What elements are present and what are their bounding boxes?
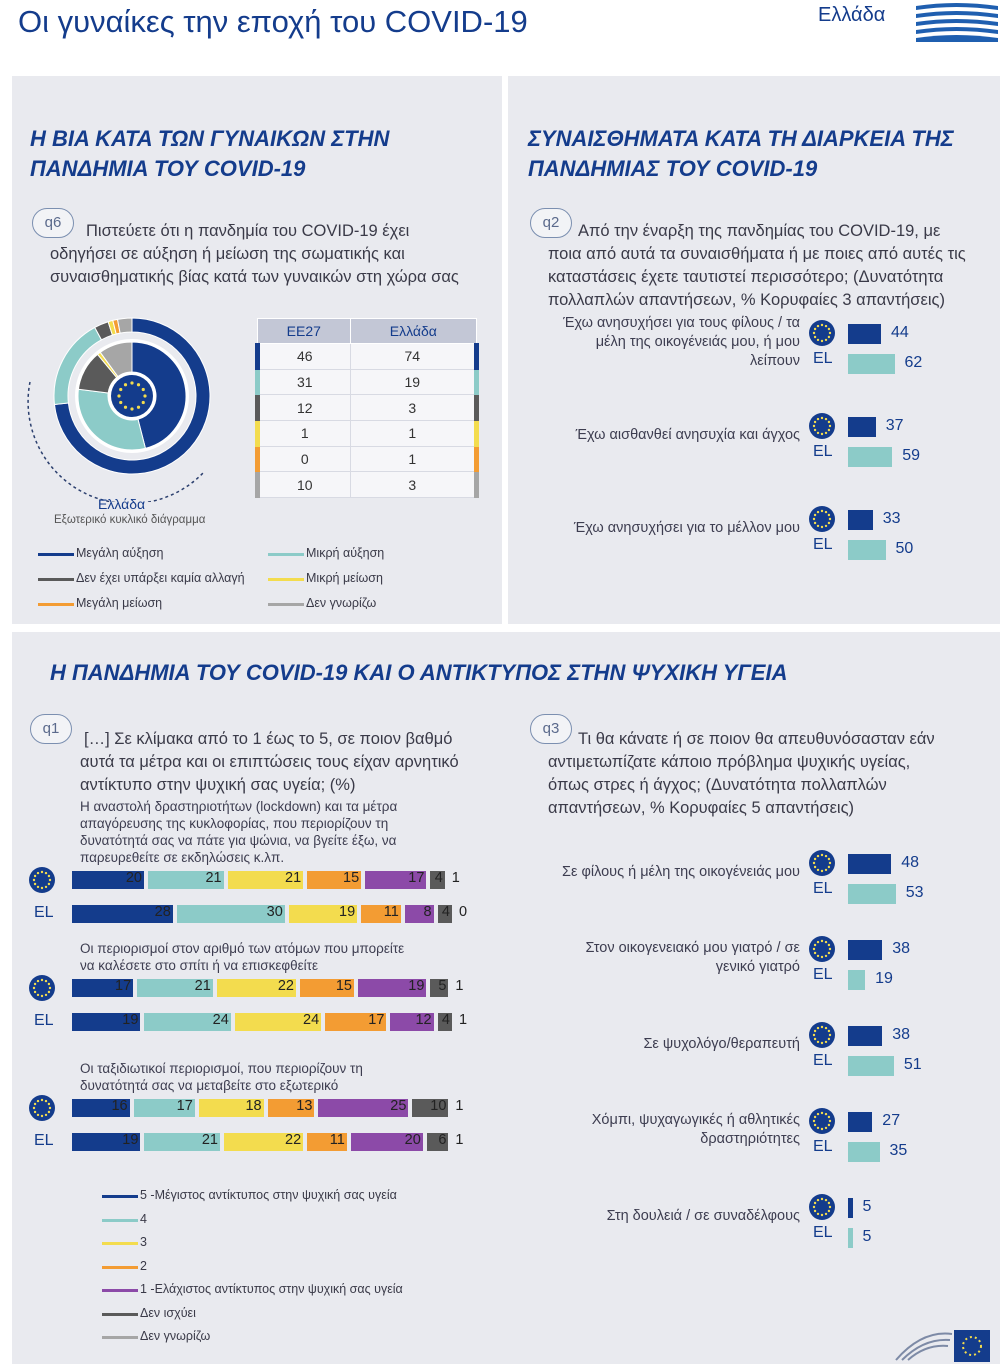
eu-value: 33 (882, 510, 901, 527)
legend-swatch (268, 603, 304, 606)
eu-bar (848, 940, 882, 960)
legend-swatch (102, 1313, 138, 1316)
stack-value: 19 (122, 1132, 139, 1148)
violence-table (255, 318, 479, 498)
european-parliament-logo-icon (892, 1320, 992, 1364)
stack-value: 4 (441, 1012, 450, 1028)
greece-cell: 3 (350, 472, 476, 498)
q1-question: […] Σε κλίμακα από το 1 έως το 5, σε ποιον βαθμό αυτά τα μέτρα και οι επιπτώσεις τους είχαν αρνητικό αντίκτυπο στην ψυχική σας υγεία; (%) (80, 730, 459, 794)
eu-flag-icon (28, 866, 56, 894)
el-value: 62 (904, 354, 923, 371)
greek-flag-icon (912, 0, 1000, 42)
stack-value: 20 (125, 870, 142, 886)
eu-value: 48 (901, 854, 919, 871)
eu-value: 37 (885, 417, 904, 434)
stack-value: 28 (154, 904, 171, 920)
legend-label: Μεγάλη μείωση (76, 596, 163, 610)
table-row (258, 344, 477, 370)
el-value: 50 (895, 540, 914, 557)
mental-health-title: Η ΠΑΝΔΗΜΙΑ ΤΟΥ COVID-19 ΚΑΙ Ο ΑΝΤΙΚΤΥΠΟΣ ΣΤΗΝ ΨΥΧΙΚΗ ΥΓΕΙΑ (50, 660, 788, 685)
violence-title: Η ΒΙΑ ΚΑΤΑ ΤΩΝ ΓΥΝΑΙΚΩΝ ΣΤΗΝ ΠΑΝΔΗΜΙΑ ΤΟΥ COVID-19 (30, 126, 390, 181)
el-bar (848, 540, 886, 560)
eu-flag-icon (28, 974, 56, 1002)
legend-swatch (102, 1219, 138, 1222)
q6-question: Πιστεύετε ότι η πανδημία του COVID-19 έχει οδηγήσει σε αύξηση ή μείωση της σωματικής και συναισθηματικής βίας κατά των γυναικών στη χώρα σας (50, 222, 459, 286)
stack-value: 22 (277, 978, 294, 994)
stack-value: 21 (285, 870, 302, 886)
eu-flag-icon (808, 849, 836, 877)
col-eu27: ΕΕ27 (258, 319, 351, 344)
eu-value: 38 (892, 1026, 910, 1043)
el-tag: EL (34, 904, 54, 921)
stack-value: 17 (368, 1012, 385, 1028)
bar-category-label: Χόμπι, ψυχαγωγικές ή αθλητικές δραστηριότητες (591, 1112, 800, 1147)
q2-question: Από την έναρξη της πανδημίας του COVID-19, με ποια από αυτά τα συναισθήματα ή με ποιες από αυτές τις καταστάσεις έχετε ταυτιστεί περισσότερο; (Δυνατότητα πολλαπλών απαντήσεων, % Κορυφαίες 3 απαντήσεις) (548, 222, 966, 309)
stack-value: 17 (115, 978, 132, 994)
stack-value: 0 (459, 904, 468, 920)
table-row (258, 369, 477, 395)
legend-label: Δεν ισχύει (140, 1305, 196, 1320)
table-row (258, 395, 477, 421)
el-tag: EL (813, 536, 833, 553)
stack-value: 22 (285, 1132, 302, 1148)
el-bar (848, 1142, 880, 1162)
el-bar (848, 970, 865, 990)
stack-value: 6 (438, 1132, 447, 1148)
el-tag: EL (813, 966, 833, 983)
table-row (258, 472, 477, 498)
eu-bar (848, 1112, 872, 1132)
greece-cell: 74 (350, 344, 476, 370)
el-tag: EL (813, 1052, 833, 1069)
impact-group-label: Η αναστολή δραστηριοτήτων (lockdown) και τα μέτρα απαγόρευσης της κυκλοφορίας, που περιορίζουν τη δυνατότητά σας να πάτε για ψώνια, να βγείτε έξω, να παρευρεθείτε σε εκδηλώσεις κ.λπ. (80, 799, 398, 865)
stack-value: 1 (455, 978, 464, 994)
legend-swatch (102, 1336, 138, 1339)
stack-value: 21 (205, 870, 222, 886)
eu-bar (848, 854, 891, 874)
col-greece: Ελλάδα (350, 319, 476, 344)
stack-value: 8 (423, 904, 432, 920)
stack-value: 18 (245, 1098, 262, 1114)
eu27-cell: 1 (258, 421, 351, 447)
legend-swatch (268, 553, 304, 556)
eu-value: 5 (862, 1198, 872, 1215)
legend-swatch (268, 578, 304, 581)
legend-label: 3 (140, 1235, 147, 1249)
q3-question: Τι θα κάνατε ή σε ποιον θα απευθυνόσασταν εάν αντιμετωπίζατε κάποιο πρόβλημα ψυχικής υγείας, όπως στρες ή άγχος; (Δυνατότητα πολλαπλών απαντήσεων, % Κορυφαίες 5 απαντήσεις) (548, 730, 935, 817)
bar-category-label: Έχω ανησυχήσει για τους φίλους / τα μέλη της οικογένειάς μου, ή μου λείπουν (563, 314, 800, 369)
legend-swatch (102, 1266, 138, 1269)
el-value: 35 (889, 1142, 908, 1159)
stack-value: 4 (441, 904, 450, 920)
stack-value: 25 (390, 1098, 407, 1114)
stack-value: 19 (339, 904, 356, 920)
eu27-cell: 10 (258, 472, 351, 498)
greece-cell: 19 (350, 369, 476, 395)
legend-label: Μεγάλη αύξηση (76, 546, 164, 560)
bar-category-label: Σε ψυχολόγο/θεραπευτή (643, 1035, 800, 1052)
stack-value: 15 (335, 978, 352, 994)
el-value: 59 (902, 447, 921, 464)
q1-badge: q1 (30, 714, 72, 744)
el-bar (848, 1228, 853, 1248)
stack-value: 1 (451, 870, 460, 886)
el-tag: EL (34, 1012, 54, 1029)
donut-sublabel: Εξωτερικό κυκλικό διάγραμμα (54, 514, 206, 526)
emotions-title: ΣΥΝΑΙΣΘΗΜΑΤΑ ΚΑΤΑ ΤΗ ΔΙΑΡΚΕΙΑ ΤΗΣ ΠΑΝΔΗΜΙΑΣ ΤΟΥ COVID-19 (528, 126, 954, 181)
el-bar (848, 884, 896, 904)
eu-bar (848, 417, 876, 437)
stack-value: 21 (201, 1132, 218, 1148)
bar-category-label: Σε φίλους ή μέλη της οικογένειάς μου (561, 863, 800, 880)
donut-slice (118, 318, 132, 333)
stack-value: 24 (212, 1012, 229, 1028)
legend-swatch (102, 1195, 138, 1198)
stack-value: 12 (415, 1012, 432, 1028)
greece-cell: 3 (350, 395, 476, 421)
legend-label: Μικρή αύξηση (306, 546, 385, 560)
violence-donut-chart (22, 312, 242, 502)
el-tag: EL (34, 1132, 54, 1149)
table-row (258, 421, 477, 447)
eu27-cell: 31 (258, 369, 351, 395)
eu-bar (848, 510, 873, 530)
stack-value: 19 (408, 978, 425, 994)
stack-value: 15 (343, 870, 360, 886)
eu-bar (848, 1026, 882, 1046)
page-title: Οι γυναίκες την εποχή του COVID-19 (18, 4, 528, 39)
stack-value: 11 (329, 1132, 345, 1148)
eu-bar (848, 1198, 853, 1218)
stack-value: 16 (111, 1098, 128, 1114)
eu-flag-icon (28, 1094, 56, 1122)
el-tag: EL (813, 443, 833, 460)
legend-label: 5 -Μέγιστος αντίκτυπος στην ψυχική σας υγεία (140, 1188, 397, 1202)
q6-badge: q6 (32, 208, 74, 238)
donut-label: Ελλάδα (98, 496, 146, 512)
legend-swatch (102, 1289, 138, 1292)
stack-value: 1 (459, 1012, 468, 1028)
stack-value: 10 (430, 1098, 447, 1114)
greece-cell: 1 (350, 446, 476, 472)
el-value: 5 (862, 1228, 872, 1245)
el-bar (848, 447, 892, 467)
legend-swatch (38, 603, 74, 606)
eu-flag-icon (808, 319, 836, 347)
el-value: 19 (875, 970, 893, 987)
stack-value: 17 (176, 1098, 193, 1114)
el-tag: EL (813, 1138, 833, 1155)
eu-flag-icon (808, 935, 836, 963)
stack-value: 17 (408, 870, 425, 886)
eu27-cell: 46 (258, 344, 351, 370)
bar-category-label: Στη δουλειά / σε συναδέλφους (606, 1207, 800, 1224)
stack-value: 13 (296, 1098, 313, 1114)
el-tag: EL (813, 1224, 833, 1241)
impact-group-label: Οι ταξιδιωτικοί περιορισμοί, που περιορίζουν τη δυνατότητά σας να μεταβείτε στο εξωτερικό (80, 1061, 363, 1093)
eu-bar (848, 324, 881, 344)
q3-badge: q3 (530, 714, 572, 744)
legend-swatch (38, 578, 74, 581)
stack-value: 19 (122, 1012, 139, 1028)
stack-value: 20 (404, 1132, 421, 1148)
stack-value: 30 (266, 904, 283, 920)
impact-group-label: Οι περιορισμοί στον αριθμό των ατόμων που μπορείτε να καλέσετε στο σπίτι ή να επισκεφθείτε (80, 941, 405, 973)
stack-value: 21 (194, 978, 211, 994)
eu-flag-icon (808, 1021, 836, 1049)
bar-category-label: Στον οικογενειακό μου γιατρό / σε γενικό γιατρό (585, 940, 800, 975)
eu-flag-icon (808, 1107, 836, 1135)
greece-cell: 1 (350, 421, 476, 447)
eu-flag-icon (808, 412, 836, 440)
stack-value: 11 (383, 904, 399, 920)
el-value: 53 (905, 884, 924, 901)
legend-label: Δεν έχει υπάρξει καμία αλλαγή (76, 571, 245, 585)
stack-value: 1 (455, 1132, 464, 1148)
legend-label: Δεν γνωρίζω (306, 596, 377, 610)
el-bar (848, 354, 895, 374)
el-tag: EL (813, 350, 833, 367)
legend-label: Μικρή μείωση (306, 571, 383, 585)
el-bar (848, 1056, 894, 1076)
stack-value: 5 (438, 978, 447, 994)
legend-label: 2 (140, 1258, 147, 1273)
legend-label: 1 -Ελάχιστος αντίκτυπος στην ψυχική σας υγεία (140, 1282, 403, 1296)
country-label: Ελλάδα (818, 4, 886, 26)
bar-category-label: Έχω ανησυχήσει για το μέλλον μου (573, 519, 800, 536)
bar-category-label: Έχω αισθανθεί ανησυχία και άγχος (575, 426, 800, 443)
stack-value: 1 (455, 1098, 464, 1114)
el-value: 51 (903, 1056, 922, 1073)
legend-swatch (102, 1242, 138, 1245)
legend-label: 4 (140, 1211, 147, 1226)
eu27-cell: 12 (258, 395, 351, 421)
eu-value: 38 (892, 940, 910, 957)
eu-flag-icon (808, 1193, 836, 1221)
eu-flag-icon (808, 505, 836, 533)
stack-value: 4 (434, 870, 443, 886)
stack-value: 24 (303, 1012, 320, 1028)
el-tag: EL (813, 880, 833, 897)
legend-swatch (38, 553, 74, 556)
legend-label: Δεν γνωρίζω (140, 1329, 211, 1343)
eu27-cell: 0 (258, 446, 351, 472)
eu-value: 44 (891, 324, 909, 341)
q2-badge: q2 (530, 208, 572, 238)
eu-flag-icon (111, 375, 153, 417)
eu-value: 27 (882, 1112, 901, 1129)
table-row (258, 446, 477, 472)
